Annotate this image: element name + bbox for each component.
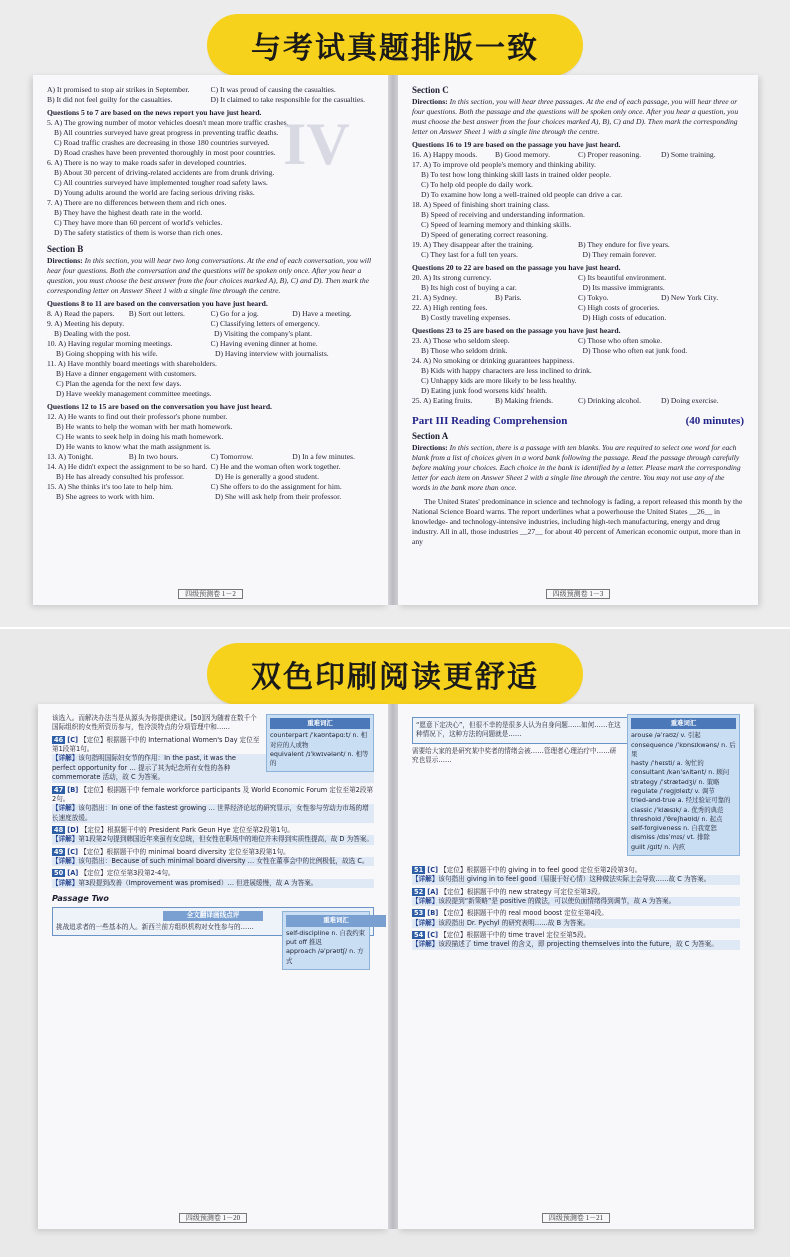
q22-options-a: 22. A) High renting fees. C) High costs of groceries. <box>412 303 660 313</box>
answer-list-right: 51 [C] 【定位】根据题干中的 giving in to feel good 定位至第2段第3句。 【详解】该句指出 giving in to feel good（屈服于好心情）这种做法实际上会导致……故 C 为答案。 52 [A] 【定位】根据题干中的 new strategy 可定位至第3段。 【详解】该段提到“新策略”是 positive 的做法，可以使负面情绪得到调节，故 A 为答案。 53 [B] 【定位】根据题干中的 real mood boost 定位至第4段。 【详解】该段指出 Dr. Pychyl 的研究表明……故 B 为答案。 54 [C] 【定位】根据题干中的 time travel 定位至第5段。 【详解】该段描述了 time travel 的含义，即 projecting themselves into the future，故 C 为答案。 <box>412 860 740 950</box>
open-exam-book-2 <box>38 704 754 1229</box>
q20-22-heading: Questions 20 to 22 are based on the passage you have just heard. <box>412 263 621 273</box>
vocab-box-right: 重难词汇 arouse /əˈraʊz/ v. 引起 consequence /ˈkɒnsɪkwəns/ n. 后果 hasty /ˈheɪsti/ a. 匆忙的 consultant /kənˈsʌltənt/ n. 顾问 strategy /ˈstrætədʒi/ n. 策略 regulate /ˈregjʊleɪt/ v. 调节 tried-and-true a. 经过验证可靠的 classic /ˈklæsɪk/ a. 优秀的典范 threshold /ˈθreʃhəʊld/ n. 起点 self-forgiveness n. 自我宽恕 dismiss /dɪsˈmɪs/ vt. 排除 guilt /ɡɪlt/ n. 内疚 <box>627 714 740 856</box>
q12-15-heading: Questions 12 to 15 are based on the conversation you have just heard. <box>47 402 272 412</box>
reading-passage: The United States' predominance in science and technology is fading, a report released this month by the National Science Board warns. The report underlines what a powerhouse the United States __26__ in knowledge- and technology-intensive industries, including high-tech manufacturing, energy and drug industry. All in all, those industries __27__ for about 40 percent of American economic output, more than in any <box>412 496 743 546</box>
q15-options-b: B) She agrees to work with him. D) She will ask help from their professor. <box>56 492 342 502</box>
section-a-directions: Directions: In this section, there is a passage with ten blanks. You are required to select one word for each blank from a list of choices given in a word bank following the passage. Read the passage through carefully before making your choices. Each choice in the bank is identified by a letter. Please mark the corresponding letter for each item on Answer Sheet 2 with a single line through the centre. You may not use any of the words in the bank more than once. <box>412 442 741 492</box>
q14-options-b: B) He has already consulted his professor. D) He is generally a good student. <box>56 472 319 482</box>
section-c-title: Section C <box>412 85 449 95</box>
q5-options: 5. A) The growing number of motor vehicles doesn't mean more traffic crashes. B) All countries surveyed have great progress in preventing traffic deaths. C) Road traffic crashes are decreasing in those 180 countries surveyed. D) Road crashes have been prevented thoroughly in most poor countries. <box>47 118 289 158</box>
q11-options: 11. A) Have monthly board meetings with shareholders. B) Have a dinner engagement with customers. C) Plan the agenda for the next few days. D) Have weekly management committee meetings. <box>47 359 217 399</box>
section-c-directions: Directions: In this section, you will hear three passages. At the end of each passage, you will hear three or four questions. Both the passage and the questions will be spoken only once. After you hear a question, you must choose the best answer from the four choices marked A), B), C) and D). Then mark the corresponding letter on Answer Sheet 1 with a single line through the centre. <box>412 96 739 136</box>
q20-options-b: B) Its high cost of buying a car. D) Its massive immigrants. <box>421 283 665 293</box>
q22-options-b: B) Costly traveling expenses. D) High costs of education. <box>421 313 667 323</box>
banner-two-color-print: 双色印刷阅读更舒适 <box>207 643 583 705</box>
panel-two-color-print <box>0 627 790 1257</box>
q10-options-a: 10. A) Having regular morning meetings. C) Having evening dinner at home. <box>47 339 318 349</box>
q14-options-a: 14. A) He didn't expect the assignment to be so hard. C) He and the woman often work together. <box>47 462 341 472</box>
q25-options: 25. A) Eating fruits. B) Making friends. C) Drinking alcohol. D) Doing exercise. <box>412 396 719 406</box>
q16-options: 16. A) Happy moods. B) Good memory. C) Proper reasoning. D) Some training. <box>412 149 716 159</box>
q20-options-a: 20. A) Its strong currency. C) Its beautiful environment. <box>412 273 667 283</box>
page-footer-left: 四级预测卷 1－2 <box>33 589 388 599</box>
right-page-answers <box>398 704 754 1229</box>
intro-paragraph-left: 该选入。而解决办法当是从源头为你提供建议。[50]因为随着在数千个国际组织的女性所资历参与，性冷淡特点的分项管理中和…… <box>52 714 257 732</box>
q15-options-a: 15. A) She thinks it's too late to help him. C) She offers to do the assignment for him. <box>47 482 342 492</box>
q9-options-b: B) Dealing with the post. D) Visiting the company's plant. <box>54 329 313 339</box>
q19-options-b: C) They last for a full ten years. D) They remain forever. <box>421 250 657 260</box>
q8-11-heading: Questions 8 to 11 are based on the conversation you have just heard. <box>47 299 268 309</box>
q8-options: 8. A) Read the papers. B) Sort out letters. C) Go for a jog. D) Have a meeting. <box>47 309 352 319</box>
q16-19-heading: Questions 16 to 19 are based on the passage you have just heard. <box>412 139 621 149</box>
page-footer-right: 四级预测卷 1－3 <box>398 589 758 599</box>
section-b-title: Section B <box>47 244 84 255</box>
answer-list-left: 46 [C] 【定位】根据题干中的 International Women's Day 定位至第1段第1句。 【详解】该句指明国际妇女节的作用：In the past, it was the perfect opportunity for … 提示了其为纪念所有女性的各种 commemorate 活动，故 C 为答案。 47 [B] 【定位】根据题干中 female workforce participants 及 World Economic Forum 定位至第2段第2句。 【详解】该句指出：In one of the fastest growing … 世界经济论坛的研究显示，女性参与劳动力市场的增长速度放缓。 48 [D] 【定位】根据题干中的 President Park Geun Hye 定位至第2段第1句。 【详解】第1段第2句提到韩国近年来虽有女总统，但女性在职场中的地位并未得到实质性提高，故 D 为答案。 49 [C] 【定位】根据题干中的 minimal board diversity 定位至第3段第1句。 【详解】该句指出：Because of such minimal board diversity … 女性在董事会中的比例极低，故选 C。 50 [A] 【定位】定位至第3段第2-4句。 【详解】第3段提到改善（Improvement was promised）… 但进展缓慢，故 A 为答案。 <box>52 735 374 887</box>
q6-options: 6. A) There is no way to make roads safer in developed countries. B) About 30 percent of driving-related accidents are from drunk driving. C) All countries surveyed have implemented tougher road safety laws. D) Young adults around the world are facing serious driving risks. <box>47 158 275 198</box>
book-spine-2 <box>388 704 398 1229</box>
open-exam-book-1 <box>33 75 758 605</box>
q21-options: 21. A) Sydney. B) Paris. C) Tokyo. D) New York City. <box>412 293 719 303</box>
q17-options: 17. A) To improve old people's memory and thinking ability. B) To test how long thinking skill lasts in trained older people. C) To help old people do daily work. D) To examine how long a well-trained old people can drive a car. <box>412 159 623 200</box>
q13-options: 13. A) Tonight. B) In two hours. C) Tomorrow. D) In a few minutes. <box>47 452 355 462</box>
q4-options-row2: B) It did not feel guilty for the casualties. D) It claimed to take responsible for the casualties. <box>47 95 366 105</box>
intro-paragraph-right: “愿意下定决心”，但很不幸的是很多人认为自身问题……如何……在这种情况下，这种方法的问题就是…… <box>412 717 740 744</box>
section-b-directions: Directions: In this section, you will hear two long conversations. At the end of each conversation, you will hear four questions. Both the conversation and the questions will be spoken only once. After you hear a question, you must choose the best answer from the four choices marked A), B), C) and D). Then mark the corresponding letter on Answer Sheet 1 with a single line through the centre. <box>47 256 372 296</box>
banner-layout-consistent: 与考试真题排版一致 <box>207 14 583 76</box>
q23-options-a: 23. A) Those who seldom sleep. C) Those who often smoke. <box>412 336 663 346</box>
q10-options-b: B) Going shopping with his wife. D) Having interview with journalists. <box>56 349 329 359</box>
section-a-title: Section A <box>412 430 449 441</box>
q23-options-b: B) Those who seldom drink. D) Those who often eat junk food. <box>421 346 688 356</box>
q7-options: 7. A) There are no differences between them and rich ones. B) They have the highest death rate in the world. C) They have more than 60 percent of world's vehicles. D) The safety statistics of them is worse than rich ones. <box>47 198 227 238</box>
panel-layout-consistent <box>0 0 790 627</box>
translation-note-box: 重难词汇 self-discipline n. 自我约束 put off 推迟 approach /əˈprəʊtʃ/ n. 方式 全文翻译画线点评 挑战追求者的一些基本的人。新西兰前方组织机构对女性参与的…… <box>52 907 374 936</box>
q18-options: 18. A) Speed of finishing short training class. B) Speed of receiving and understanding information. C) Speed of learning memory and thinking skills. D) Speed of generating correct reasoning. <box>412 200 585 240</box>
q5-7-heading: Questions 5 to 7 are based on the news report you have just heard. <box>47 108 262 118</box>
q23-25-heading: Questions 23 to 25 are based on the passage you have just heard. <box>412 326 621 336</box>
page-footer-right-2: 四级预测卷 1－21 <box>398 1213 754 1223</box>
book-spine-1 <box>388 75 398 605</box>
page-footer-left-2: 四级预测卷 1－20 <box>38 1213 388 1223</box>
q12-options: 12. A) He wants to find out their professor's phone number. B) He wants to help the woman with her math homework. C) He wants to seek help in doing his math homework. D) He wants to know what the math assignment is. <box>47 412 233 452</box>
passage-two-heading: Passage Two <box>52 894 109 904</box>
left-page-listening: IV A) It promised to stop air strikes in September. C) It was proud of causing the casualties. B) It did not feel guilty for the casualties. D) It claimed to take responsible for the casualties. Questions 5 to 7 are based on the news report you have just heard. 5. A) The growing number of motor vehicles doesn't mean more traffic crashes. B) All countries surveyed have great progress in preventing traffic deaths. C) Road traffic crashes are decreasing in those 180 countries surveyed. D) Road crashes have been prevented thoroughly in most poor countries. 6. A) There is no way to make roads safer in developed countries. B) About 30 percent of driving-related accidents are from drunk driving. C) All countries surveyed have implemented tougher road safety laws. D) Young adults around the world are facing serious driving risks. 7. A) There are no differences between them and rich ones. B) They have the highest death rate in the world. C) They have more than 60 percent of world's vehicles. D) The safety statistics of them is worse than rich ones. Section B Directions: In this section, you will hear two long conversations. At the end of each conversation, you will hear four questions. Both the conversation and the questions will be spoken only once. After you hear a question, you must choose the best answer from the four choices marked A), B), C) and D). Then mark the corresponding letter on Answer Sheet 1 with a single line through the centre. Questions 8 to 11 are based on the conversation you have just heard. 8. A) Read the papers. B) Sort out letters. C) Go for a jog. D) Have a meeting. 9. A) Meeting his deputy. C) Classifying letters of emergency. B) Dealing with the post. D) Visiting the company's plant. 10. A) Having regular morning meetings. C) Having evening dinner at home. B) Going shopping with his wife. D) Having interview with journalists. 11. A) Have monthly board meetings with shareholders. B) Have a dinner engagement with customers. C) Plan the agenda for the next few days. D) Have weekly management committee meetings. Questions 12 to 15 are based on the conversation you have just heard. 12. A) He wants to find out their professor's phone number. B) He wants to help the woman with her math homework. C) He wants to seek help in doing his math homework. D) He wants to know what the math assignment is. 13. A) Tonight. B) In two hours. C) Tomorrow. D) In a few minutes. 14. A) He didn't expect the assignment to be so hard. C) He and the woman often work together. B) He has already consulted his professor. D) He is generally a good student. 15. A) She thinks it's too late to help him. C) She offers to do the assignment for him. B) She agrees to work with him. D) She will ask help from their professor. 四级预测卷 1－2 <box>33 75 388 605</box>
left-page-answers <box>38 704 388 1229</box>
q4-options-row1: A) It promised to stop air strikes in September. C) It was proud of causing the casualties. <box>47 85 336 94</box>
body-paragraph-right: 需要给大家的是研究某中奖者的情绪会被……管理者心理治疗中……研究也显示…… <box>412 746 617 765</box>
q24-options: 24. A) No smoking or drinking guarantees happiness. B) Kids with happy characters are less inclined to drink. C) Unhappy kids are more likely to be less healthy. D) Eating junk food worsens kids' health. <box>412 356 592 396</box>
vocab-box-left: 重难词汇 counterpart /ˈkaʊntəpɑːt/ n. 相对应的人或物 equivalent /ɪˈkwɪvələnt/ n. 相等的 <box>266 714 374 772</box>
vocab-box-left-2: 重难词汇 self-discipline n. 自我约束 put off 推迟 approach /əˈprəʊtʃ/ n. 方式 <box>282 911 370 969</box>
right-page-listening-reading <box>398 75 758 605</box>
q19-options-a: 19. A) They disappear after the training. B) They endure for five years. <box>412 240 670 250</box>
part-iii-title: Part III Reading Comprehension (40 minutes) <box>412 415 744 428</box>
q9-options-a: 9. A) Meeting his deputy. C) Classifying letters of emergency. <box>47 319 320 329</box>
